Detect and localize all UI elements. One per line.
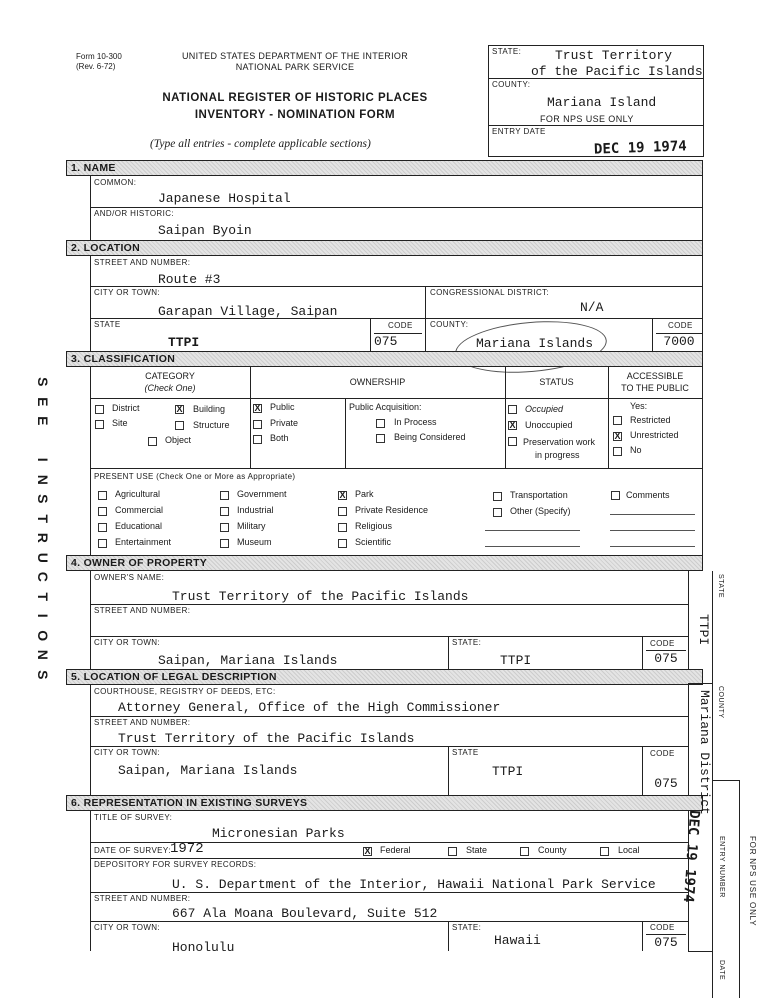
sidebar-letter: S <box>34 494 51 504</box>
location-county-label: COUNTY: <box>430 320 469 329</box>
location-city-label: CITY OR TOWN: <box>94 288 161 297</box>
st-preservation-checkbox[interactable] <box>508 437 517 446</box>
owner-code-label: CODE <box>650 639 675 648</box>
cat-site-label: Site <box>112 418 128 428</box>
nps-county-label: COUNTY: <box>492 80 531 89</box>
use-transportation-label: Transportation <box>510 490 568 500</box>
st-preservation-label <box>523 436 595 462</box>
rc-nps-use-only-label: FOR NPS USE ONLY <box>748 836 757 927</box>
acc-restricted-checkbox[interactable] <box>613 416 622 425</box>
agency-header <box>150 51 440 73</box>
sidebar-letter: U <box>34 552 51 563</box>
acc-unrestricted-checkbox[interactable]: X <box>614 431 621 441</box>
use-agricultural-checkbox[interactable] <box>98 491 107 500</box>
use-commercial-label: Commercial <box>115 505 164 515</box>
section-4-bar <box>66 555 703 571</box>
section-2-heading: 2. LOCATION <box>71 242 141 254</box>
legal-code-value: 075 <box>654 776 678 791</box>
depository-code-value: 075 <box>646 934 686 950</box>
sidebar-letter: I <box>34 457 51 462</box>
section-4-heading: 4. OWNER OF PROPERTY <box>71 557 208 569</box>
accessible-heading-line1: ACCESSIBLE <box>626 371 684 381</box>
depository-street-value: 667 Ala Moana Boulevard, Suite 512 <box>172 906 438 921</box>
survey-date-label: DATE OF SURVEY: <box>94 846 171 855</box>
use-transportation-checkbox[interactable] <box>493 492 502 501</box>
form-instructions: (Type all entries - complete applicable sections) <box>150 138 371 150</box>
location-county-code-value: 7000 <box>656 333 702 349</box>
section-2-bar <box>66 240 703 256</box>
use-educational-checkbox[interactable] <box>98 523 107 532</box>
use-military-checkbox[interactable] <box>220 523 229 532</box>
entry-date-label: ENTRY DATE <box>492 127 546 136</box>
survey-federal-label: Federal <box>380 845 411 855</box>
survey-state-label: State <box>466 845 488 855</box>
form-title <box>125 90 465 124</box>
nps-use-only-label: FOR NPS USE ONLY <box>540 114 634 124</box>
rc-county-label: COUNTY <box>717 686 724 719</box>
sidebar-letter: N <box>34 649 51 660</box>
use-entertainment-checkbox[interactable] <box>98 539 107 548</box>
use-entertainment-label: Entertainment <box>115 537 172 547</box>
use-private-residence-checkbox[interactable] <box>338 507 347 516</box>
sidebar-letter: E <box>34 396 51 406</box>
form-number-text: Form 10-300 <box>76 52 122 61</box>
cat-building-checkbox[interactable]: X <box>176 404 183 414</box>
section-6-bar <box>66 795 703 811</box>
depository-state-value: Hawaii <box>494 933 541 948</box>
owner-city-label: CITY OR TOWN: <box>94 638 161 647</box>
own-both-label: Both <box>270 433 289 443</box>
acc-no-checkbox[interactable] <box>613 447 622 456</box>
use-museum-label: Museum <box>237 537 272 547</box>
survey-date-value: 1972 <box>170 841 204 857</box>
owner-name-label: OWNER'S NAME: <box>94 573 165 582</box>
rc-state-label: STATE <box>717 574 724 599</box>
sidebar-letter: R <box>34 532 51 543</box>
depository-value: U. S. Department of the Interior, Hawaii National Park Service <box>172 877 656 892</box>
st-occupied-label: Occupied <box>525 404 564 414</box>
cat-district-checkbox[interactable] <box>95 405 104 414</box>
common-name-value: Japanese Hospital <box>158 191 291 206</box>
category-subheading: (Check One) <box>144 383 196 393</box>
location-state-value: TTPI <box>168 335 200 350</box>
accessible-header <box>608 370 702 394</box>
depository-label: DEPOSITORY FOR SURVEY RECORDS: <box>94 860 257 869</box>
legal-city-label: CITY OR TOWN: <box>94 748 161 757</box>
section-6-heading: 6. REPRESENTATION IN EXISTING SURVEYS <box>71 797 308 809</box>
cat-structure-label: Structure <box>193 420 230 430</box>
location-county-code-label: CODE <box>668 321 693 330</box>
sidebar-letter: T <box>34 513 51 523</box>
survey-county-checkbox[interactable] <box>520 847 529 856</box>
st-unoccupied-label: Unoccupied <box>525 420 573 430</box>
cat-object-checkbox[interactable] <box>148 437 157 446</box>
category-heading: CATEGORY <box>145 371 195 381</box>
depository-state-label: STATE: <box>452 923 482 932</box>
form-title-line1: NATIONAL REGISTER OF HISTORIC PLACES <box>162 92 428 104</box>
st-unoccupied-checkbox[interactable]: X <box>509 420 516 430</box>
own-public-checkbox[interactable]: X <box>254 403 261 413</box>
entry-date-stamp: DEC 19 1974 <box>593 138 687 158</box>
st-occupied-checkbox[interactable] <box>508 405 517 414</box>
form-title-line2: INVENTORY - NOMINATION FORM <box>194 109 396 121</box>
location-street-label: STREET AND NUMBER: <box>94 258 191 267</box>
legal-state-label: STATE <box>452 748 479 757</box>
cat-structure-checkbox[interactable] <box>175 421 184 430</box>
location-state-code-label: CODE <box>388 321 413 330</box>
owner-code-value: 075 <box>646 650 686 666</box>
rc-county-value-line1: Mariana <box>697 690 712 745</box>
acq-in-process-label: In Process <box>394 417 437 427</box>
location-city-value: Garapan Village, Saipan <box>158 304 338 319</box>
cat-object-label: Object <box>165 435 192 445</box>
own-both-checkbox[interactable] <box>253 435 262 444</box>
department-name: UNITED STATES DEPARTMENT OF THE INTERIOR <box>181 51 409 61</box>
survey-county-label: County <box>538 845 567 855</box>
use-comments-checkbox[interactable] <box>611 491 620 500</box>
rc-entry-number-label: ENTRY NUMBER <box>718 836 725 898</box>
legal-city-value: Saipan, Mariana Islands <box>118 763 298 778</box>
location-street-value: Route #3 <box>158 272 221 287</box>
rc-date-label: DATE <box>718 960 725 981</box>
common-name-label: COMMON: <box>94 178 137 187</box>
rc-county-value <box>698 690 711 815</box>
use-government-checkbox[interactable] <box>220 491 229 500</box>
depository-city-label: CITY OR TOWN: <box>94 923 161 932</box>
use-other-label: Other (Specify) <box>510 506 571 516</box>
form-revision: (Rev. 6-72) <box>76 62 116 71</box>
use-comments-label: Comments <box>626 490 670 500</box>
survey-title-label: TITLE OF SURVEY: <box>94 813 173 822</box>
acc-restricted-label: Restricted <box>630 415 671 425</box>
use-religious-checkbox[interactable] <box>338 523 347 532</box>
acc-no-label: No <box>630 445 642 455</box>
sidebar-letter: E <box>34 416 51 426</box>
see-instructions-sidebar <box>34 372 50 684</box>
use-private-residence-label: Private Residence <box>355 505 429 515</box>
court-label: COURTHOUSE, REGISTRY OF DEEDS, ETC: <box>94 687 276 696</box>
present-use-label: PRESENT USE (Check One or More as Appropriate) <box>94 472 296 481</box>
use-other-checkbox[interactable] <box>493 508 502 517</box>
sidebar-letter: T <box>34 591 51 601</box>
section-3-bar <box>66 351 703 367</box>
historic-name-label: AND/OR HISTORIC: <box>94 209 175 218</box>
see-instructions-letters <box>34 372 50 684</box>
rc-county-value-line2: District <box>697 752 712 815</box>
category-header <box>90 370 250 394</box>
sidebar-letter: N <box>34 474 51 485</box>
rc-state-value: TTPI <box>696 614 711 646</box>
legal-street-label: STREET AND NUMBER: <box>94 718 191 727</box>
service-name: NATIONAL PARK SERVICE <box>235 62 355 72</box>
cat-site-checkbox[interactable] <box>95 420 104 429</box>
owner-city-value: Saipan, Mariana Islands <box>158 653 338 668</box>
form-number <box>76 52 122 72</box>
owner-name-value: Trust Territory of the Pacific Islands <box>172 589 469 604</box>
use-park-label: Park <box>355 489 374 499</box>
survey-title-value: Micronesian Parks <box>212 826 345 841</box>
location-state-code-value: 075 <box>374 333 422 349</box>
st-preservation-line1: Preservation work <box>523 437 596 447</box>
location-county-value: Mariana Islands <box>476 336 594 351</box>
depository-city-value: Honolulu <box>172 940 235 955</box>
status-heading: STATUS <box>539 377 574 387</box>
cat-building-label: Building <box>193 404 226 414</box>
use-industrial-checkbox[interactable] <box>220 507 229 516</box>
acc-unrestricted-label: Unrestricted <box>630 430 679 440</box>
public-acquisition-label: Public Acquisition: <box>349 402 422 412</box>
cat-district-label: District <box>112 403 140 413</box>
st-preservation-line2: in progress <box>535 450 580 460</box>
legal-street-value: Trust Territory of the Pacific Islands <box>118 731 415 746</box>
own-private-checkbox[interactable] <box>253 420 262 429</box>
nps-state-line2: of the Pacific Islands <box>531 64 703 79</box>
sidebar-letter: O <box>34 629 51 641</box>
acq-in-process-checkbox[interactable] <box>376 419 385 428</box>
depository-street-label: STREET AND NUMBER: <box>94 894 191 903</box>
accessible-heading-line2: TO THE PUBLIC <box>621 383 689 393</box>
section-5-heading: 5. LOCATION OF LEGAL DESCRIPTION <box>71 671 277 683</box>
use-park-checkbox[interactable]: X <box>339 490 346 500</box>
use-commercial-checkbox[interactable] <box>98 507 107 516</box>
acq-considered-checkbox[interactable] <box>376 434 385 443</box>
congressional-district-label: CONGRESSIONAL DISTRICT: <box>430 288 550 297</box>
owner-state-label: STATE: <box>452 638 482 647</box>
use-scientific-checkbox[interactable] <box>338 539 347 548</box>
owner-state-value: TTPI <box>500 653 532 668</box>
survey-federal-checkbox[interactable]: X <box>364 846 371 856</box>
section-5-bar <box>66 669 703 685</box>
congressional-district-value: N/A <box>580 300 604 315</box>
depository-code-label: CODE <box>650 923 675 932</box>
court-value: Attorney General, Office of the High Commissioner <box>118 700 501 715</box>
use-industrial-label: Industrial <box>237 505 274 515</box>
sidebar-letter: S <box>34 377 51 387</box>
section-1-heading: 1. NAME <box>71 162 116 174</box>
acc-yes-label: Yes: <box>630 401 648 411</box>
nps-state-label: STATE: <box>492 47 522 56</box>
nps-state-line1: Trust Territory <box>555 48 673 63</box>
use-agricultural-label: Agricultural <box>115 489 161 499</box>
legal-code-label: CODE <box>650 749 675 758</box>
own-public-label: Public <box>270 402 295 412</box>
use-religious-label: Religious <box>355 521 393 531</box>
use-government-label: Government <box>237 489 287 499</box>
location-state-label: STATE <box>94 320 121 329</box>
use-scientific-label: Scientific <box>355 537 392 547</box>
acq-considered-label: Being Considered <box>394 432 466 442</box>
owner-street-label: STREET AND NUMBER: <box>94 606 191 615</box>
ownership-heading: OWNERSHIP <box>349 377 406 387</box>
use-museum-checkbox[interactable] <box>220 539 229 548</box>
survey-state-checkbox[interactable] <box>448 847 457 856</box>
survey-local-label: Local <box>618 845 640 855</box>
rc-entry-stamp: DEC 19 1974 <box>679 809 703 904</box>
section-3-heading: 3. CLASSIFICATION <box>71 353 176 365</box>
nps-county-value: Mariana Island <box>547 95 657 110</box>
own-private-label: Private <box>270 418 299 428</box>
use-educational-label: Educational <box>115 521 163 531</box>
section-1-bar <box>66 160 703 176</box>
survey-local-checkbox[interactable] <box>600 847 609 856</box>
sidebar-letter: I <box>34 613 51 618</box>
historic-name-value: Saipan Byoin <box>158 223 252 238</box>
legal-state-value: TTPI <box>492 764 524 779</box>
sidebar-letter <box>32 432 52 448</box>
sidebar-letter: C <box>34 571 51 582</box>
use-military-label: Military <box>237 521 266 531</box>
sidebar-letter: S <box>34 669 51 679</box>
